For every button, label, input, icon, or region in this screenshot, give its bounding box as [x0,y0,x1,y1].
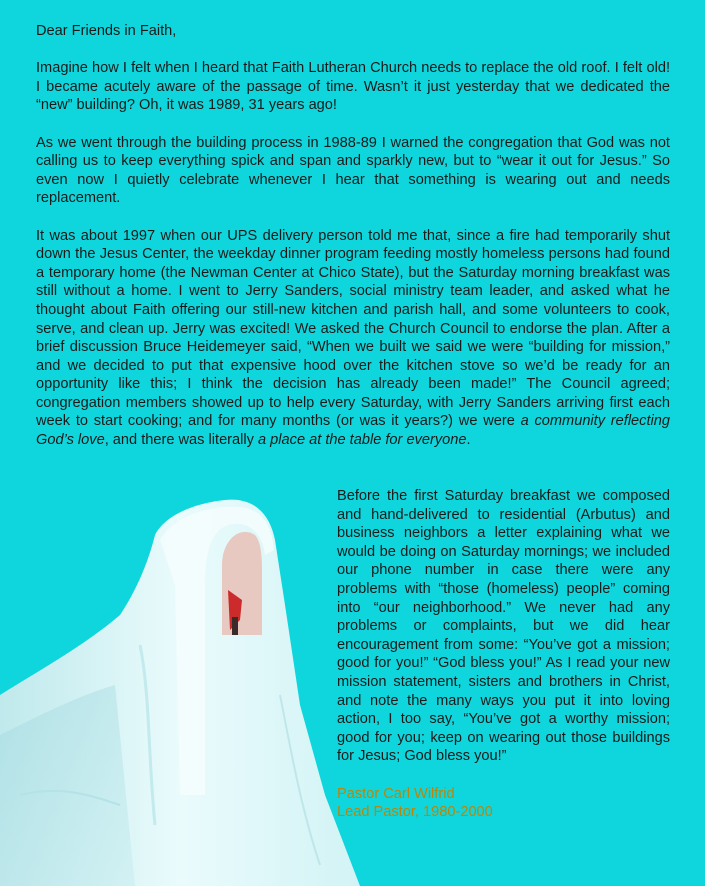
emphasis-community: a community reflecting God’s love [36,413,671,449]
paragraph-neighbors: Before the first Saturday breakfast we composed and hand-delivered to residential (Arbutus) and business neighbors a letter explaining what we would be doing on Saturday mornings; we included our phone number in case there were any problems with “those (homeless) people” coming into “our neighborhood.” We never had any problems or complaints, but we did hear encouragement from some: “You’ve got a mission; good for you!” “God bless you!” As I read your new mission statement, sisters and brothers in Christ, and note the many ways you put it into loving action, I too say, “You’ve got a worthy mission; good for you; keep on wearing out those buildings for Jesus; God bless you!” [337,488,670,765]
paragraph-roof: Imagine how I felt when I heard that Faith Lutheran Church needs to replace the old roof. I felt old! I became acutely aware of the passage of time. Wasn’t it just yesterday that we dedicated the “new” building? Oh, it was 1989, 31 years ago! [36,60,670,114]
salutation: Dear Friends in Faith, [36,23,177,39]
paragraph-breakfast [36,227,670,450]
paragraph-breakfast-text: It was about 1997 when our UPS delivery person told me that, since a fire had temporarily shut down the Jesus Center, the weekday dinner program feeding mostly homeless persons had found a temporary home (the Newman Center at Chico State), but the Saturday morning breakfast was still without a home. I went to Jerry Sanders, social ministry team leader, and asked what he thought about Faith offering our still-new kitchen and parish hall, and some volunteers to cook, serve, and clean up. Jerry was excited! We asked the Church Council to endorse the plan. After a brief discussion Bruce Heidemeyer said, “When we built we said we were “building for mission,” and we decided to put that expensive hood over the kitchen stove so we’d be ready for an opportunity like this; I think the decision has already been made!” The Council agreed; congregation members showed up to help every Saturday, with Jerry Sanders arriving first each week to start cooking; and for many months (or was it years?) we were [36,227,670,430]
white-chapel-image [0,495,360,886]
emphasis-table: a place at the table for everyone [258,432,467,449]
side-column [337,487,670,822]
signature-name: Pastor Carl Wilfrid [337,785,455,802]
paragraph-building: As we went through the building process in 1988-89 I warned the congregation that God was not calling us to keep everything spick and span and sparkly new, but to “wear it out for Jesus.” So even now I quietly celebrate whenever I hear that something is wearing out and needs replacement. [36,134,670,207]
letter-body [36,22,670,468]
paragraph-breakfast-mid: , and there was literally [104,432,258,449]
signature-title: Lead Pastor, 1980-2000 [337,804,493,821]
paragraph-breakfast-end: . [466,432,471,449]
signature-block [337,785,670,822]
